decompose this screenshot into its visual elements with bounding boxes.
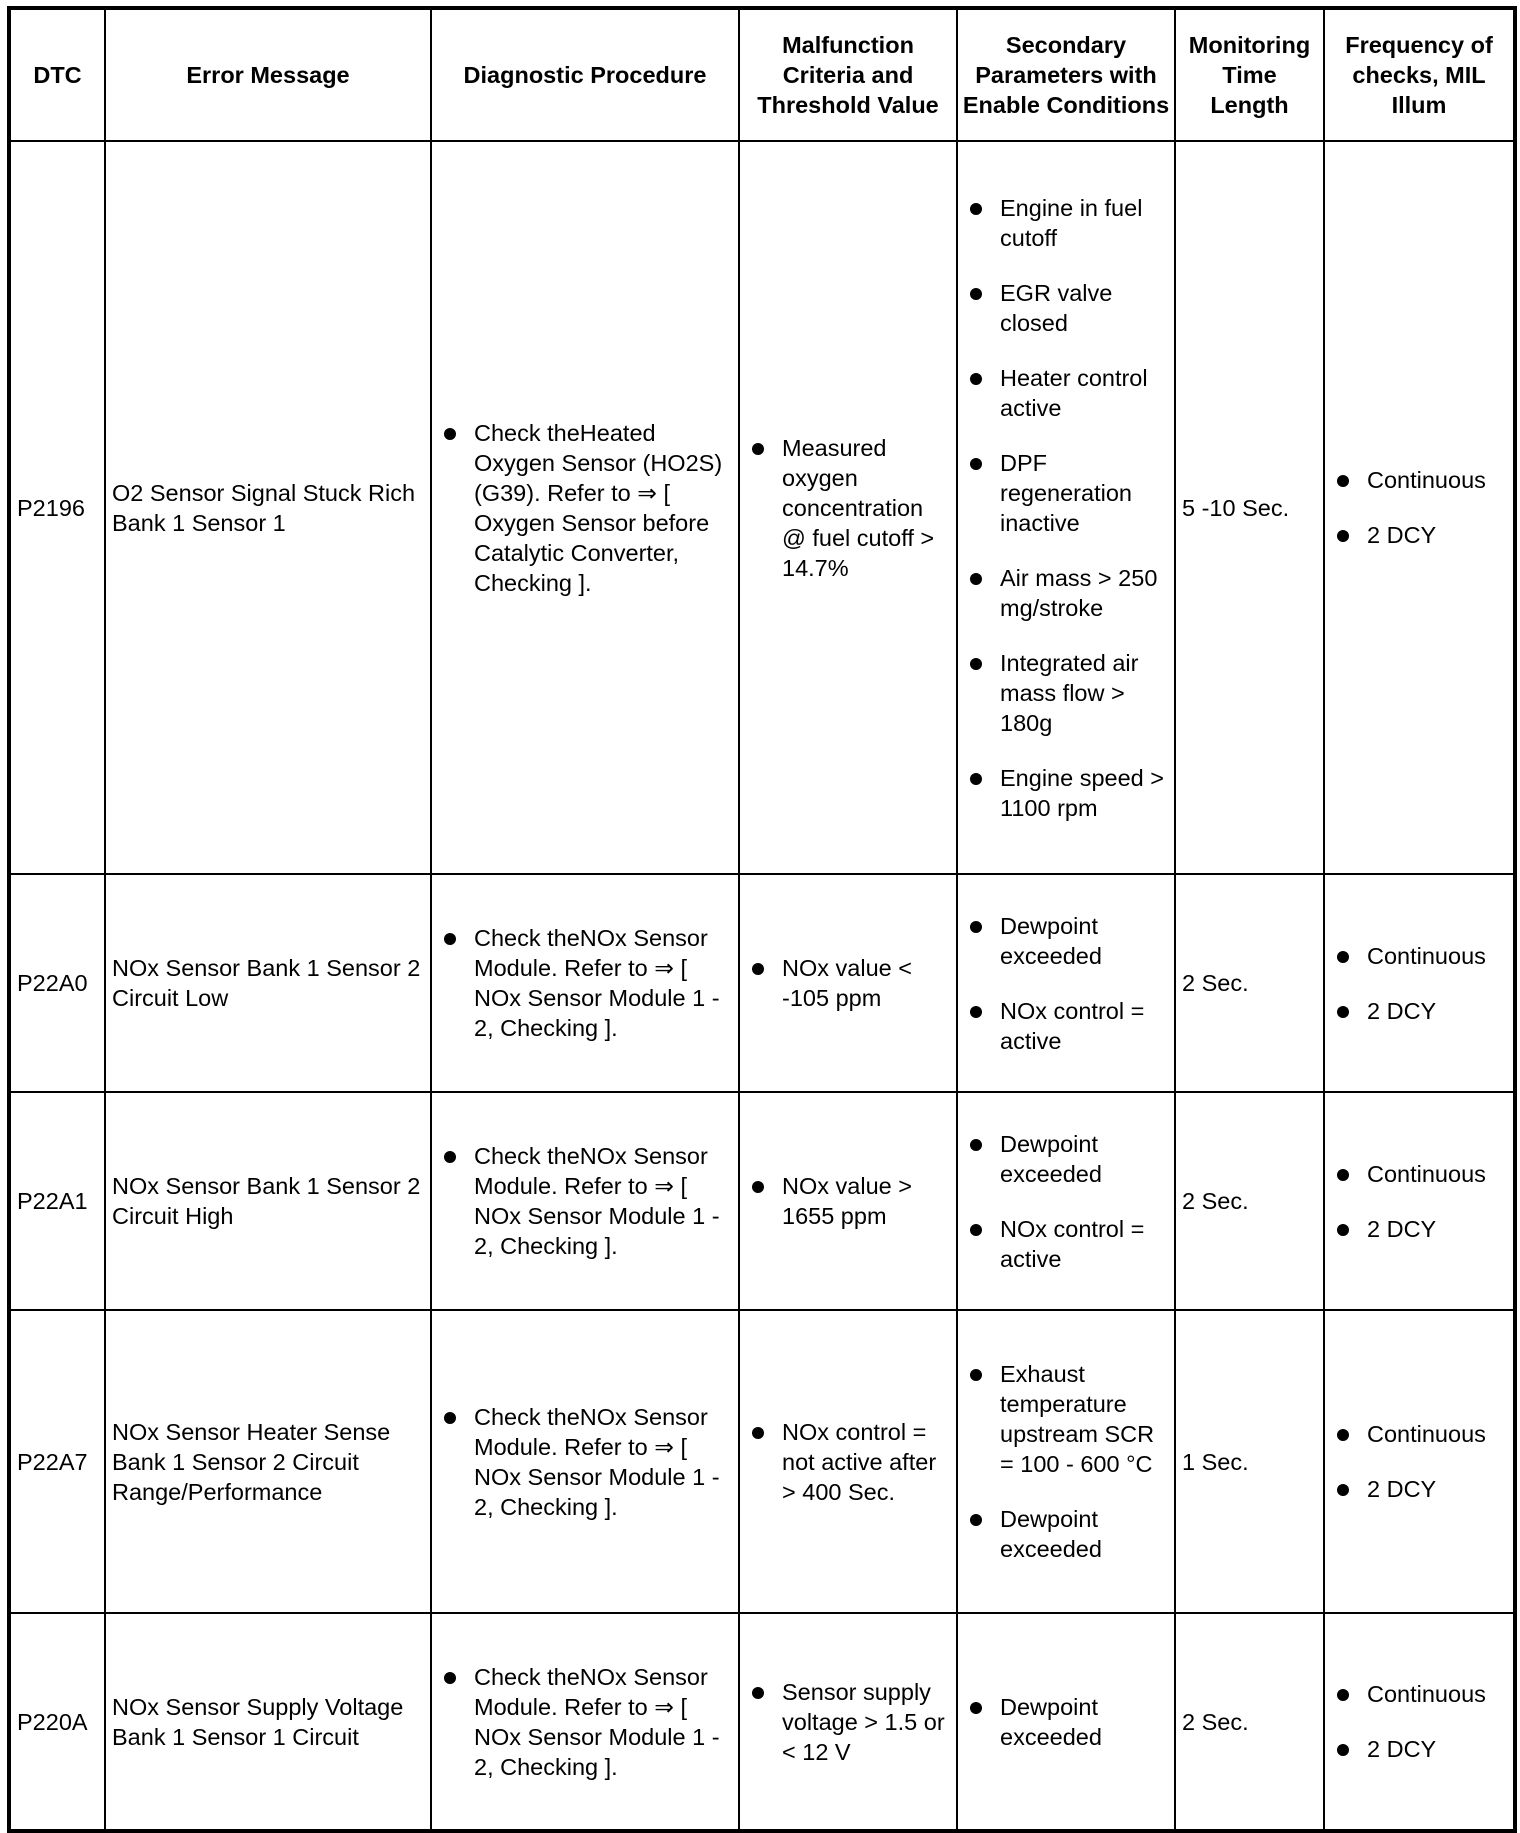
list-item-text: Engine in fuel cutoff bbox=[1000, 194, 1143, 251]
header-monitoring-time: Monitoring Time Length bbox=[1175, 8, 1324, 141]
secondary-parameters-cell bbox=[957, 141, 1175, 874]
malfunction-criteria-cell bbox=[739, 874, 957, 1092]
list-item bbox=[1331, 465, 1507, 495]
list-item bbox=[1331, 1214, 1507, 1244]
secondary-parameters-cell bbox=[957, 1310, 1175, 1613]
bullet-list bbox=[964, 193, 1168, 823]
secondary-parameters-cell bbox=[957, 1092, 1175, 1310]
bullet-list bbox=[746, 953, 950, 1013]
list-item bbox=[746, 1171, 950, 1231]
list-item bbox=[746, 1677, 950, 1767]
dtc-code: P22A7 bbox=[9, 1310, 105, 1613]
error-message: NOx Sensor Bank 1 Sensor 2 Circuit High bbox=[105, 1092, 431, 1310]
dtc-code: P2196 bbox=[9, 141, 105, 874]
malfunction-criteria-cell bbox=[739, 141, 957, 874]
table-row bbox=[9, 874, 1515, 1092]
header-frequency: Frequency of checks, MIL Illum bbox=[1324, 8, 1515, 141]
frequency-cell bbox=[1324, 1310, 1515, 1613]
list-item-text: Dewpoint exceeded bbox=[1000, 1506, 1102, 1562]
bullet-list bbox=[1331, 1679, 1507, 1764]
list-item-text: Continuous bbox=[1367, 1160, 1486, 1187]
list-item-text: Dewpoint exceeded bbox=[1000, 912, 1102, 969]
monitoring-time: 1 Sec. bbox=[1175, 1310, 1324, 1613]
diagnostic-procedure-cell bbox=[431, 1613, 739, 1831]
list-item-text: NOx control = active bbox=[1000, 997, 1145, 1054]
bullet-list bbox=[746, 1171, 950, 1231]
malfunction-criteria: NOx control = not active after > 400 Sec. bbox=[782, 1418, 937, 1505]
diagnostic-procedure-cell bbox=[431, 1310, 739, 1613]
list-item-text: 2 DCY bbox=[1367, 1215, 1437, 1242]
bullet-list bbox=[964, 1129, 1168, 1274]
diagnostic-procedure: Check theNOx Sensor Module. Refer to ⇒ [ NOx Sensor Module 1 - 2, Checking ]. bbox=[474, 1143, 720, 1259]
bullet-icon bbox=[1337, 475, 1349, 487]
list-item-text: Dewpoint exceeded bbox=[1000, 1130, 1102, 1187]
error-message: NOx Sensor Supply Voltage Bank 1 Sensor 1 Circuit bbox=[105, 1613, 431, 1831]
dtc-code: P22A1 bbox=[9, 1092, 105, 1310]
diagnostic-procedure: Check theNOx Sensor Module. Refer to ⇒ [ NOx Sensor Module 1 - 2, Checking ]. bbox=[474, 925, 720, 1041]
header-secondary-parameters: Secondary Parameters with Enable Conditions bbox=[957, 8, 1175, 141]
bullet-icon bbox=[970, 1369, 982, 1381]
list-item bbox=[1331, 1159, 1507, 1189]
list-item-text: Dewpoint exceeded bbox=[1000, 1693, 1102, 1750]
bullet-icon bbox=[752, 1427, 764, 1439]
bullet-list bbox=[438, 1141, 732, 1261]
error-message: NOx Sensor Heater Sense Bank 1 Sensor 2 Circuit Range/Performance bbox=[105, 1310, 431, 1613]
bullet-list bbox=[746, 1417, 950, 1507]
malfunction-criteria-cell bbox=[739, 1092, 957, 1310]
bullet-icon bbox=[1337, 1006, 1349, 1018]
bullet-icon bbox=[752, 1181, 764, 1193]
bullet-icon bbox=[444, 1412, 456, 1424]
diagnostic-procedure-cell bbox=[431, 1092, 739, 1310]
bullet-icon bbox=[752, 443, 764, 455]
bullet-icon bbox=[970, 288, 982, 300]
list-item bbox=[964, 648, 1168, 738]
bullet-icon bbox=[444, 428, 456, 440]
bullet-list bbox=[1331, 1419, 1507, 1504]
bullet-icon bbox=[1337, 1224, 1349, 1236]
list-item bbox=[1331, 1734, 1507, 1764]
bullet-list bbox=[438, 923, 732, 1043]
list-item-text: Air mass > 250 mg/stroke bbox=[1000, 564, 1158, 621]
bullet-icon bbox=[1337, 1744, 1349, 1756]
bullet-icon bbox=[970, 921, 982, 933]
malfunction-criteria: NOx value > 1655 ppm bbox=[782, 1173, 912, 1229]
list-item-text: Engine speed > 1100 rpm bbox=[1000, 764, 1164, 821]
frequency-cell bbox=[1324, 874, 1515, 1092]
bullet-icon bbox=[1337, 1169, 1349, 1181]
malfunction-criteria: Measured oxygen concentration @ fuel cutoff > 14.7% bbox=[782, 434, 935, 581]
table-row bbox=[9, 141, 1515, 874]
bullet-list bbox=[1331, 941, 1507, 1026]
secondary-parameters-cell bbox=[957, 1613, 1175, 1831]
list-item bbox=[438, 923, 732, 1043]
bullet-list bbox=[964, 1692, 1168, 1752]
list-item bbox=[964, 911, 1168, 971]
bullet-icon bbox=[970, 773, 982, 785]
list-item bbox=[964, 996, 1168, 1056]
list-item bbox=[964, 363, 1168, 423]
list-item bbox=[964, 278, 1168, 338]
list-item bbox=[1331, 1419, 1507, 1449]
monitoring-time: 2 Sec. bbox=[1175, 1613, 1324, 1831]
malfunction-criteria-cell bbox=[739, 1613, 957, 1831]
list-item-text: 2 DCY bbox=[1367, 1736, 1437, 1762]
bullet-icon bbox=[1337, 1689, 1349, 1701]
list-item bbox=[746, 433, 950, 583]
list-item-text: NOx control = active bbox=[1000, 1215, 1145, 1272]
list-item bbox=[964, 563, 1168, 623]
bullet-icon bbox=[444, 1672, 456, 1684]
list-item bbox=[964, 1359, 1168, 1479]
list-item-text: Continuous bbox=[1367, 1681, 1486, 1707]
list-item bbox=[964, 763, 1168, 823]
bullet-icon bbox=[1337, 1484, 1349, 1496]
list-item bbox=[438, 1141, 732, 1261]
bullet-icon bbox=[970, 373, 982, 385]
table-row bbox=[9, 1092, 1515, 1310]
bullet-list bbox=[1331, 1159, 1507, 1244]
bullet-icon bbox=[1337, 1429, 1349, 1441]
monitoring-time: 5 -10 Sec. bbox=[1175, 141, 1324, 874]
list-item bbox=[964, 448, 1168, 538]
header-error-message: Error Message bbox=[105, 8, 431, 141]
bullet-icon bbox=[970, 658, 982, 670]
malfunction-criteria-cell bbox=[739, 1310, 957, 1613]
frequency-cell bbox=[1324, 1613, 1515, 1831]
bullet-list bbox=[438, 1662, 732, 1782]
monitoring-time: 2 Sec. bbox=[1175, 1092, 1324, 1310]
diagnostic-procedure: Check theHeated Oxygen Sensor (HO2S) (G39). Refer to ⇒ [ Oxygen Sensor before Catalytic Converter, Checking ]. bbox=[474, 419, 723, 596]
bullet-list bbox=[438, 418, 732, 598]
list-item bbox=[964, 1504, 1168, 1564]
dtc-code: P220A bbox=[9, 1613, 105, 1831]
list-item bbox=[964, 1129, 1168, 1189]
list-item bbox=[746, 1417, 950, 1507]
bullet-list bbox=[964, 911, 1168, 1056]
bullet-icon bbox=[970, 1702, 982, 1714]
bullet-icon bbox=[444, 933, 456, 945]
list-item bbox=[1331, 941, 1507, 971]
header-malfunction-criteria: Malfunction Criteria and Threshold Value bbox=[739, 8, 957, 141]
frequency-cell bbox=[1324, 1092, 1515, 1310]
table-row bbox=[9, 1310, 1515, 1613]
list-item-text: Exhaust temperature upstream SCR = 100 - 600 °C bbox=[1000, 1361, 1155, 1477]
list-item bbox=[1331, 1474, 1507, 1504]
error-message: NOx Sensor Bank 1 Sensor 2 Circuit Low bbox=[105, 874, 431, 1092]
bullet-list bbox=[438, 1402, 732, 1522]
list-item bbox=[438, 1662, 732, 1782]
bullet-icon bbox=[1337, 530, 1349, 542]
list-item-text: Heater control active bbox=[1000, 364, 1148, 421]
frequency-cell bbox=[1324, 141, 1515, 874]
monitoring-time: 2 Sec. bbox=[1175, 874, 1324, 1092]
bullet-list bbox=[746, 1677, 950, 1767]
table-row bbox=[9, 1613, 1515, 1831]
list-item bbox=[1331, 520, 1507, 550]
list-item-text: Continuous bbox=[1367, 467, 1486, 493]
bullet-list bbox=[1331, 465, 1507, 550]
list-item-text: 2 DCY bbox=[1367, 1476, 1437, 1502]
list-item-text: DPF regeneration inactive bbox=[1000, 449, 1132, 536]
list-item-text: Continuous bbox=[1367, 942, 1486, 969]
secondary-parameters-cell bbox=[957, 874, 1175, 1092]
list-item-text: Continuous bbox=[1367, 1421, 1486, 1447]
bullet-icon bbox=[752, 1687, 764, 1699]
list-item-text: EGR valve closed bbox=[1000, 279, 1113, 336]
list-item bbox=[438, 418, 732, 598]
malfunction-criteria: NOx value < -105 ppm bbox=[782, 955, 912, 1011]
list-item-text: 2 DCY bbox=[1367, 997, 1437, 1024]
list-item-text: 2 DCY bbox=[1367, 522, 1437, 548]
list-item bbox=[964, 193, 1168, 253]
list-item bbox=[1331, 996, 1507, 1026]
bullet-icon bbox=[970, 1006, 982, 1018]
bullet-icon bbox=[752, 963, 764, 975]
list-item bbox=[964, 1692, 1168, 1752]
diagnostic-procedure-cell bbox=[431, 874, 739, 1092]
dtc-table bbox=[7, 6, 1517, 1833]
bullet-icon bbox=[444, 1151, 456, 1163]
header-diagnostic-procedure: Diagnostic Procedure bbox=[431, 8, 739, 141]
table-body bbox=[9, 141, 1515, 1831]
diagnostic-procedure-cell bbox=[431, 141, 739, 874]
bullet-list bbox=[964, 1359, 1168, 1564]
bullet-icon bbox=[970, 573, 982, 585]
dtc-code: P22A0 bbox=[9, 874, 105, 1092]
list-item-text: Integrated air mass flow > 180g bbox=[1000, 649, 1139, 736]
list-item bbox=[1331, 1679, 1507, 1709]
list-item bbox=[438, 1402, 732, 1522]
bullet-icon bbox=[970, 458, 982, 470]
header-row bbox=[9, 8, 1515, 141]
bullet-icon bbox=[970, 1139, 982, 1151]
error-message: O2 Sensor Signal Stuck Rich Bank 1 Sensor 1 bbox=[105, 141, 431, 874]
list-item bbox=[964, 1214, 1168, 1274]
diagnostic-procedure: Check theNOx Sensor Module. Refer to ⇒ [ NOx Sensor Module 1 - 2, Checking ]. bbox=[474, 1403, 720, 1520]
bullet-icon bbox=[970, 203, 982, 215]
bullet-icon bbox=[970, 1514, 982, 1526]
bullet-list bbox=[746, 433, 950, 583]
list-item bbox=[746, 953, 950, 1013]
header-dtc: DTC bbox=[9, 8, 105, 141]
bullet-icon bbox=[1337, 951, 1349, 963]
bullet-icon bbox=[970, 1224, 982, 1236]
malfunction-criteria: Sensor supply voltage > 1.5 or < 12 V bbox=[782, 1678, 945, 1765]
diagnostic-procedure: Check theNOx Sensor Module. Refer to ⇒ [ NOx Sensor Module 1 - 2, Checking ]. bbox=[474, 1663, 720, 1780]
